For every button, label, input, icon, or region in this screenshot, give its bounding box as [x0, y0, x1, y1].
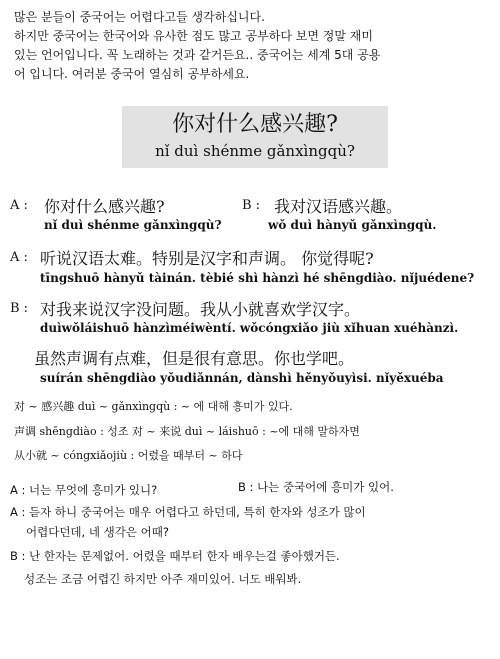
translation-line: A : 너는 무엇에 흥미가 있니? [10, 483, 158, 497]
speaker-label-b: B : [242, 198, 261, 213]
speaker-label-b: B : [10, 301, 29, 316]
vocab-note: 声调 shēngdiào : 성조 对 ~ 来说 duì ~ láishuō : ~에 대해 말하자면 [14, 425, 360, 438]
intro-line: 있는 언어입니다. 꼭 노래하는 것과 같거든요.. 중국어는 세계 5대 공용 [14, 48, 381, 62]
intro-line: 하지만 중국어는 한국어와 유사한 점도 많고 공부하다 보면 정말 재미 [14, 29, 373, 43]
dialogue-hanzi: 你对什么感兴趣? [44, 197, 165, 216]
vocab-note: 从小就 ~ cóngxiǎojiù : 어렸을 때부터 ~ 하다 [14, 449, 243, 462]
intro-paragraph [14, 8, 490, 84]
dialogue-hanzi: 我对汉语感兴趣。 [274, 197, 403, 216]
dialogue-pinyin: nǐ duì shénme gǎnxìngqù? [44, 218, 222, 232]
translation-line: B : 난 한자는 문제없어. 어렸을 때부터 한자 배우는걸 좋아했거든. [10, 549, 340, 563]
speaker-label-a: A : [10, 198, 28, 213]
intro-line: 어 입니다. 여러분 중국어 열심히 공부하세요. [14, 67, 250, 81]
speaker-label-a: A : [10, 250, 28, 265]
vocab-note: 对 ~ 感兴趣 duì ~ gǎnxìngqù : ~ 에 대해 흥미가 있다. [14, 400, 293, 413]
translation-line: 어렵다던데, 네 생각은 어때? [26, 525, 169, 539]
translation-line: B : 나는 중국어에 흥미가 있어. [238, 480, 394, 494]
lesson-title-hanzi: 你对什么感兴趣? [172, 112, 338, 137]
lesson-title-box [122, 106, 388, 168]
dialogue-pinyin: tīngshuō hànyǔ tàinán. tèbié shì hànzì hé shēngdiào. nǐjuédene? [40, 271, 475, 285]
dialogue-hanzi: 对我来说汉字没问题。我从小就喜欢学汉字。 [40, 300, 361, 319]
intro-line: 많은 분들이 중국어는 어렵다고들 생각하십니다. [14, 10, 265, 24]
translation-line: 성조는 조금 어렵긴 하지만 아주 재미있어. 너도 배워봐. [24, 572, 302, 586]
dialogue-hanzi: 虽然声调有点难，但是很有意思。你也学吧。 [34, 349, 355, 368]
dialogue-pinyin: suírán shēngdiào yǒudiǎnnán, dànshì hěnyǒuyìsi. nǐyěxuéba [40, 371, 444, 385]
dialogue-pinyin: duìwǒláishuō hànzìméiwèntí. wǒcóngxiǎo jiù xǐhuan xuéhànzì. [40, 321, 459, 335]
translation-line: A : 듣자 하니 중국어는 매우 어렵다고 하던데, 특히 한자와 성조가 많이 [10, 505, 366, 519]
lesson-title-pinyin: nǐ duì shénme gǎnxìngqù? [155, 142, 355, 160]
dialogue-hanzi: 听说汉语太难。特别是汉字和声调。 你觉得呢? [40, 249, 374, 268]
dialogue-pinyin: wǒ duì hànyǔ gǎnxìngqù. [268, 218, 437, 232]
